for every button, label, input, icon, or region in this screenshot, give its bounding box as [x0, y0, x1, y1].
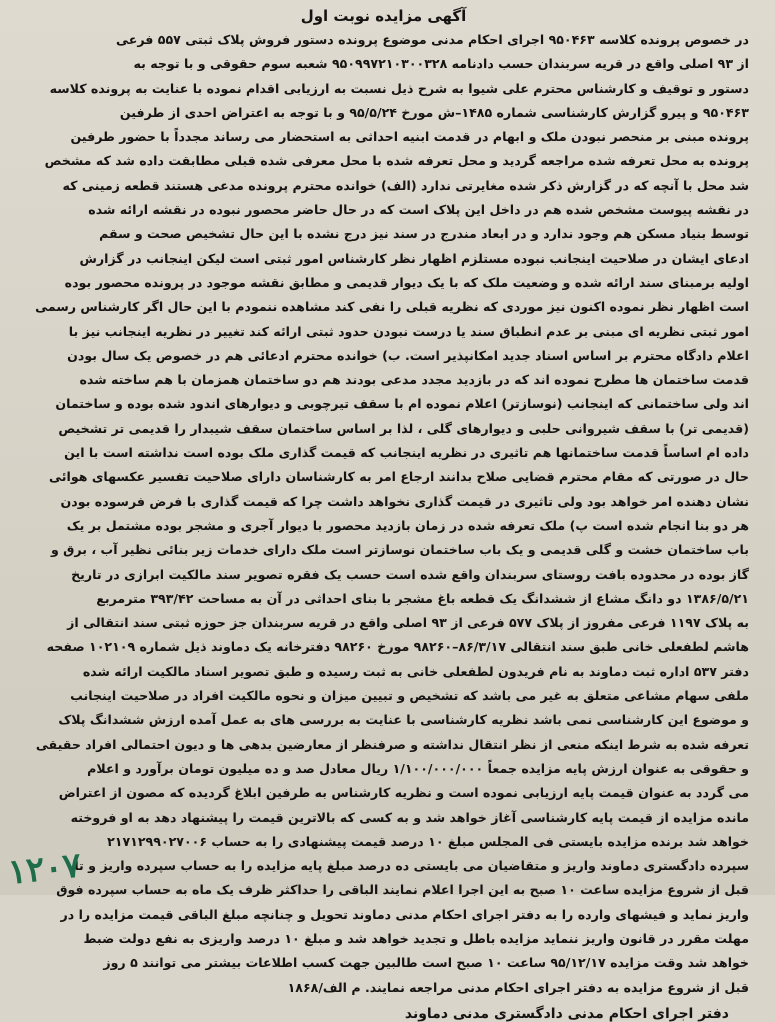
notice-line: هاشم لطفعلی خانی طبق سند انتقالی ۸۶/۳/۱۷–۹۸۲۶۰ مورخ ۹۸۲۶۰ دفترخانه یک دماوند ذیل شماره ۱۰۲۱۰۹ صفحه: [46, 639, 749, 655]
notice-line: توسط بنیاد مسکن هم وجود ندارد و در ابعاد مندرج در سند نیز درج نشده با این حال تشخیص صحت و سقم: [99, 226, 749, 242]
handwritten-mark: ۱۲۰۷: [6, 845, 83, 893]
notice-line: خواهد شد برنده مزایده بایستی فی المجلس مبلغ ۱۰ درصد قیمت پیشنهادی را به حساب ۲۱۷۱۲۹۹۰۲۷۰۰۶: [107, 833, 749, 849]
notice-line: شد محل با آنچه که در گزارش ذکر شده مغایرتی ندارد (الف) خوانده محترم پرونده مدعی هستند قطعه زمینی که: [62, 177, 749, 193]
notice-line: در نقشه پیوست مشخص شده هم در داخل این پلاک است که در حال حاضر محصور نبوده در نقشه ارائه شده: [88, 202, 749, 218]
notice-footer: دفتر اجرای احکام مدنی دادگستری مدنی دماوند: [404, 1005, 729, 1022]
notice-line: ۹۵۰۴۶۳ و پیرو گزارش کارشناسی شماره ۱۴۸۵–ش مورخ ۹۵/۵/۲۴ و با توجه به اعتراض احدی از طرفین: [119, 104, 749, 120]
notice-line: دستور و توقیف و کارشناس محترم علی شیوا به شرح ذیل نسبت به ارزیابی اقدام نموده با عنایت به پرونده کلاسه: [49, 80, 749, 96]
notice-line: از ۹۳ اصلی واقع در قریه سربندان حسب دادنامه ۹۵۰۹۹۷۲۱۰۳۰۰۳۲۸ شعبه سوم حقوقی و با توجه به: [133, 56, 749, 72]
notice-line: ۱۳۸۶/۵/۲۱ دو دانگ مشاع از ششدانگ یک قطعه باغ مشجر با بنای احداثی در آن به مساحت ۳۹۳/۴۲ مترمربع: [96, 590, 749, 606]
notice-line: حال در صورتی که مقام محترم قضایی صلاح بدانند ارجاع امر به کارشناسان دارای صلاحیت تفسیر عکسهای هوائی: [49, 469, 749, 485]
notice-line: مهلت مقرر در قانون واریز ننماید مزایده باطل و تجدید خواهد شد و مبلغ ۱۰ درصد واریزی به نفع دولت ضبط: [83, 930, 749, 946]
notice-line: واریز نماید و فیشهای وارده را به دفتر اجرای احکام مدنی دماوند تحویل و چنانچه مبلغ الباقی قیمت مزایده را در: [60, 906, 749, 922]
notice-line: مانده مزایده از قیمت پایه کارشناسی آغاز خواهد شد و به کسی که بالاترین قیمت را پیشنهاد دهد به او فروخته: [70, 809, 749, 825]
notice-line: باب ساختمان خشت و گلی قدیمی و یک باب ساختمان نوسازتر است ملک دارای خدمات زیر بنائی نظیر آب ، برق و: [50, 542, 749, 558]
notice-line: در خصوص پرونده کلاسه ۹۵۰۴۶۳ اجرای احکام مدنی موضوع پرونده دستور فروش پلاک ثبتی ۵۵۷ فرعی: [115, 32, 749, 47]
notice-line: قبل از شروع مزایده ساعت ۱۰ صبح به این اجرا اعلام نمایند الباقی را حداکثر ظرف یک ماه به حساب سپرده فوق: [56, 882, 749, 898]
notice-line: می گردد به عنوان قیمت پایه ارزیابی نموده است و نظریه کارشناس به طرفین ابلاغ گردیده که مصون از اعتراض: [58, 785, 749, 801]
notice-line: سپرده دادگستری دماوند واریز و متقاضیان می بایستی ده درصد مبلغ پایه مزایده را به حساب سپرده واریز و تا: [74, 858, 749, 874]
notice-line: دفتر ۵۳۷ اداره ثبت دماوند به نام فریدون لطفعلی خانی به ثبت رسیده و طبق تصویر اسناد مالکیت ارائه شده: [82, 663, 749, 679]
notice-line: قبل از شروع مزایده به دفتر اجرای احکام مدنی مراجعه نمایند. م الف/۱۸۶۸: [287, 979, 749, 995]
notice-line: تعرفه شده به شرط اینکه منعی از نظر انتقال نداشته و صرفنظر از معارضین بدهی ها و دیون احتمالی افراد حقیقی: [35, 736, 749, 752]
notice-line: و حقوقی به عنوان ارزش پایه مزایده جمعاً ۱/۱۰۰/۰۰۰/۰۰۰ ریال معادل صد و ده میلیون تومان برآورد و اعلام: [87, 760, 749, 776]
notice-line: اولیه برمبنای سند ارائه شده و وضعیت ملک که با یک دیوار قدیمی و مطابق نقشه موجود در پرونده محصور بوده: [64, 274, 749, 290]
notice-line: و موضوع این کارشناسی نمی باشد نظریه کارشناسی با عنایت به بررسی های به عمل آمده ارزش ششدانگ پلاک: [58, 712, 749, 728]
notice-line: است اظهار نظر نموده اکنون نیز موردی که نظریه قبلی را نفی کند مشاهده ننمودم با این حال اگر کارشناس رسمی: [35, 299, 749, 315]
notice-line: نشان دهنده امر خواهد بود ولی تاثیری در قیمت گذاری نخواهد داشت چرا که قیمت گذاری با فرض فرسوده بودن: [60, 493, 749, 509]
notice-line: به پلاک ۱۱۹۷ فرعی مفروز از پلاک ۵۷۷ فرعی از ۹۳ اصلی واقع در قریه سربندان جز حوزه ثبتی سند انتقالی از: [67, 615, 749, 631]
notice-line: اند ولی ساختمانی که اینجانب (نوسازتر) اعلام نموده ام با سقف تیرچوبی و دیوارهای اندود شده بوده و ساختمان: [55, 396, 749, 412]
notice-title: آگهی مزایده نوبت اول: [300, 7, 467, 25]
notice-line: ادعای ایشان در صلاحیت اینجانب نبوده مستلزم اظهار نظر کارشناس امور ثبتی است لیکن اینجانب در گزارش: [79, 250, 749, 266]
notice-line: پرونده مبنی بر منحصر نبودن ملک و ابهام در قدمت ابنیه احداثی به استحضار می رساند مجدداً با حضور طرفین: [70, 129, 749, 145]
notice-line: ملفی سهام مشاعی متعلق به غیر می باشد که تشخیص و تبیین میزان و نحوه مالکیت افراد در صلاحیت اینجانب: [70, 688, 749, 704]
notice-line: خواهد شد وقت مزایده ۹۵/۱۲/۱۷ ساعت ۱۰ صبح است طالبین جهت کسب اطلاعات بیشتر می توانند ۵ روز: [103, 955, 749, 971]
notice-line: اعلام دادگاه محترم بر اساس اسناد جدید امکانپذیر است. ب) خوانده محترم ادعائی هم در خصوص یک سال بودن: [67, 347, 749, 363]
notice-line: (قدیمی تر) با سقف شیروانی حلبی و دیوارهای گلی ، لذا بر اساس ساختمان سقف شیبدار را قدیمی تر تشخیص: [58, 420, 749, 436]
notice-line: امور ثبتی نظریه ای مبنی بر عدم انطباق سند یا درست نبودن حدود ثبتی ارائه کند تغییر در نظریه اینجانب نیز با: [68, 323, 749, 339]
notice-line: داده ام اساساً قدمت ساختمانها هم تاثیری در نظریه اینجانب که قیمت گذاری ملک بوده است نداشته است با این: [64, 445, 749, 461]
notice-line: هر دو بنا انجام شده است پ) ملک تعرفه شده در زمان بازدید محصور با دیوار آجری و مشجر بوده مشتمل بر یک: [66, 517, 749, 533]
notice-body: [18, 28, 749, 1000]
notice-line: پرونده به محل تعرفه شده مراجعه گردید و محل تعرفه شده با محل معرفی شده قبلی مطابقت داده شد که مشخص: [44, 153, 749, 169]
notice-line: گاز بوده در محدوده بافت روستای سربندان واقع شده است حسب یک فقره تصویر سند مالکیت ابرازی در تاریخ: [71, 566, 749, 582]
notice-line: قدمت ساختمان ها مطرح نموده اند که در بازدید مجدد مدعی بودند هم دو ساختمان همزمان با هم ساخته شده: [79, 372, 749, 388]
